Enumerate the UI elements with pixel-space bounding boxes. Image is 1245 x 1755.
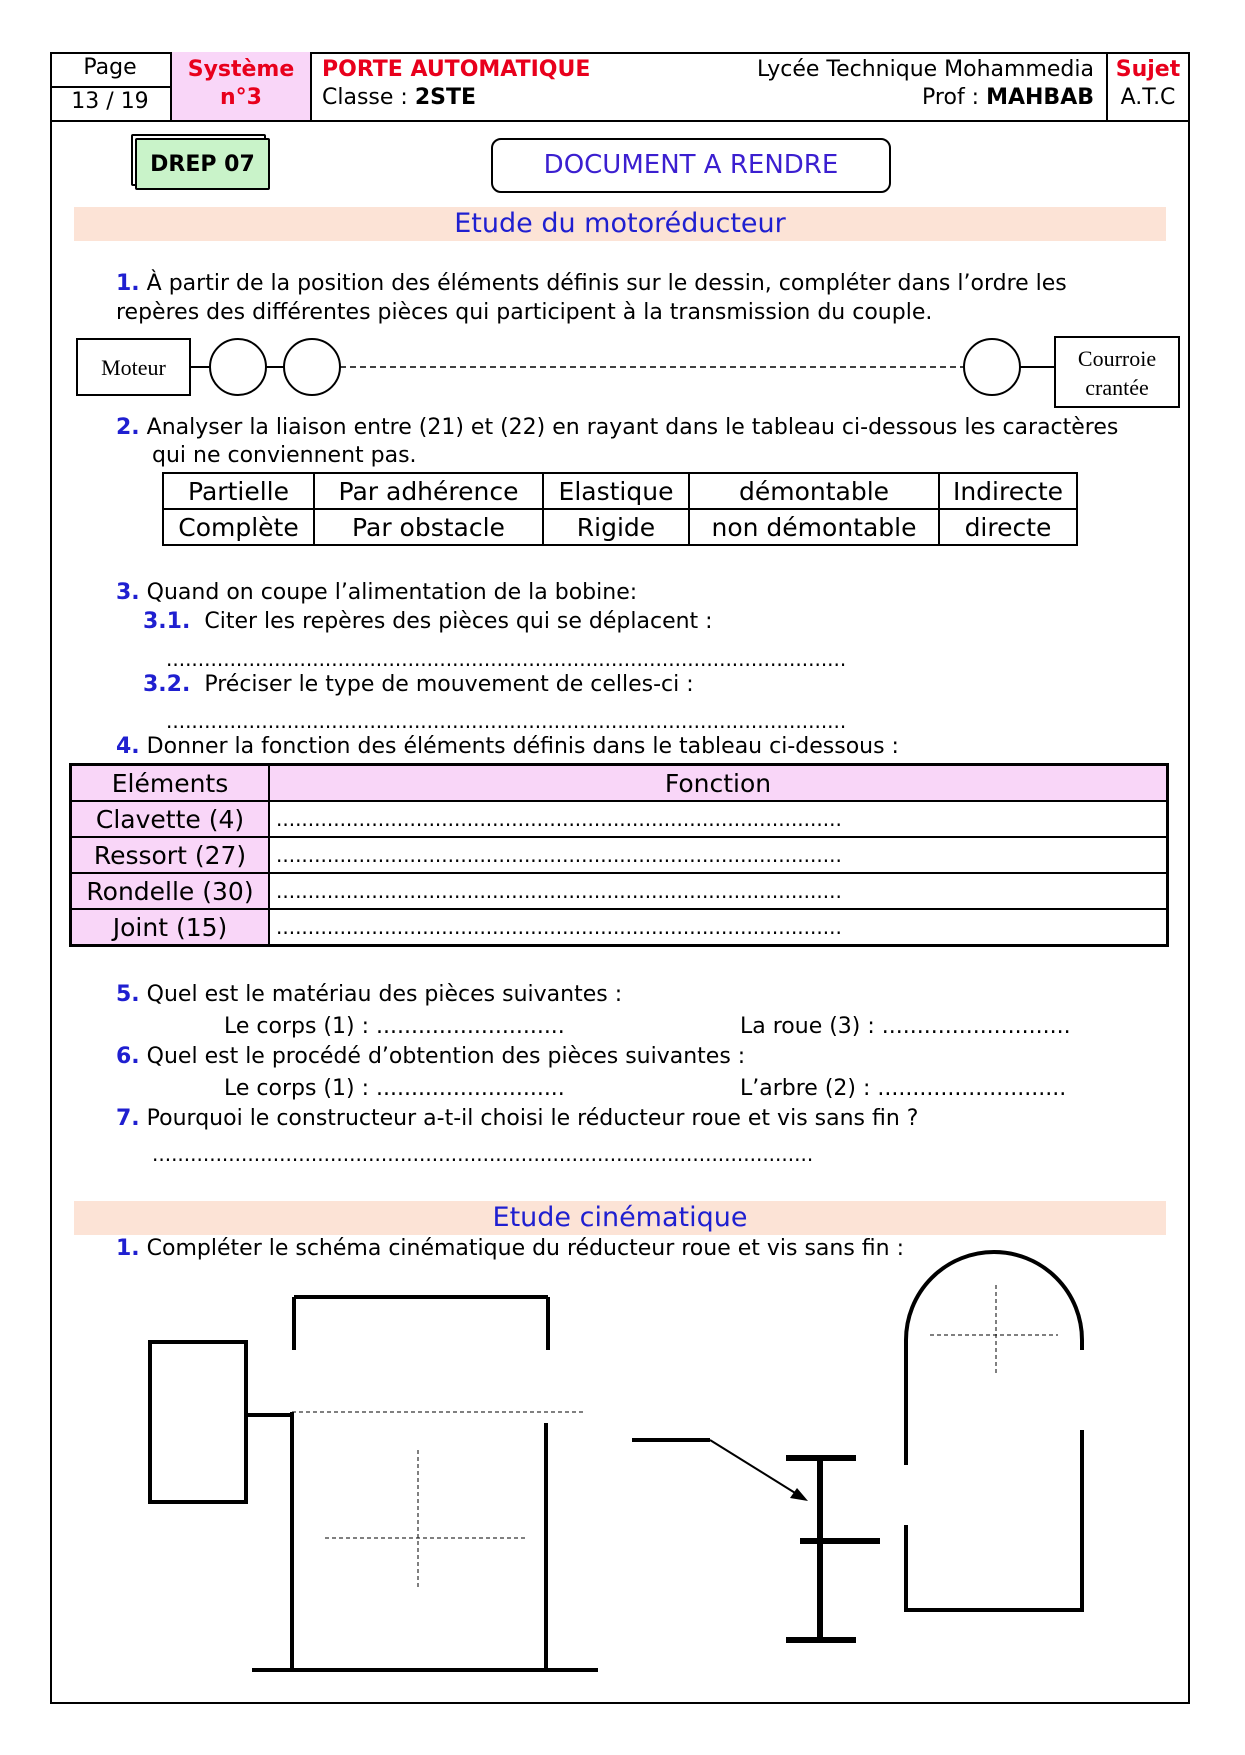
- q32-text: Préciser le type de mouvement de celles-ci :: [204, 672, 694, 697]
- q7-answer-line[interactable]: ........................................................................................................: [152, 1142, 814, 1166]
- document-title: DOCUMENT A RENDRE: [491, 138, 891, 193]
- chain-start-label: Moteur: [101, 355, 166, 380]
- system-number: n°3: [220, 85, 262, 110]
- s2-q1-text: Compléter le schéma cinématique du réducteur roue et vis sans fin :: [146, 1236, 905, 1261]
- q2-number: 2.: [116, 415, 140, 440]
- column-header-elements: Eléments: [71, 765, 270, 802]
- element-cell: Ressort (27): [71, 837, 270, 873]
- q2-line2: qui ne conviennent pas.: [152, 443, 417, 468]
- liaison-cell[interactable]: directe: [939, 509, 1077, 545]
- function-answer[interactable]: .........................................................................................: [269, 837, 1168, 873]
- q32-number: 3.2.: [143, 672, 191, 697]
- q31-number: 3.1.: [143, 609, 191, 634]
- table-row: [71, 837, 1168, 873]
- class-value: 2STE: [414, 85, 476, 110]
- table-row: [71, 801, 1168, 837]
- liaison-cell[interactable]: Complète: [163, 509, 314, 545]
- table-row: [71, 909, 1168, 946]
- liaison-cell[interactable]: Elastique: [543, 473, 689, 509]
- liaison-cell[interactable]: démontable: [689, 473, 939, 509]
- liaison-cell[interactable]: Rigide: [543, 509, 689, 545]
- system-label: Système: [187, 57, 295, 82]
- function-answer[interactable]: .........................................................................................: [269, 873, 1168, 909]
- subject-cell: [1108, 52, 1190, 120]
- prof-value: MAHBAB: [986, 85, 1094, 110]
- table-row: [71, 873, 1168, 909]
- q7-number: 7.: [116, 1106, 140, 1131]
- element-cell: Rondelle (30): [71, 873, 270, 909]
- function-table: [69, 763, 1169, 947]
- liaison-cell[interactable]: Par obstacle: [314, 509, 543, 545]
- q5-answer-corps[interactable]: Le corps (1) : ...........................: [224, 1014, 565, 1039]
- prof-label: Prof :: [922, 85, 987, 110]
- page-cell: [50, 52, 172, 120]
- q5-text: Quel est le matériau des pièces suivantes :: [146, 982, 623, 1007]
- table-row: [163, 509, 1077, 545]
- q31-text: Citer les repères des pièces qui se déplacent :: [204, 609, 713, 634]
- q2-line1: Analyser la liaison entre (21) et (22) en rayant dans le tableau ci-dessous les caractères: [146, 415, 1119, 440]
- q6-text: Quel est le procédé d’obtention des pièces suivantes :: [146, 1044, 746, 1069]
- header: [50, 52, 1190, 122]
- table-header-row: [71, 765, 1168, 802]
- liaison-cell[interactable]: non démontable: [689, 509, 939, 545]
- kinematic-schema[interactable]: [0, 1240, 1245, 1700]
- page-label: Page: [83, 55, 137, 80]
- page-number: 13 / 19: [71, 89, 149, 114]
- function-answer[interactable]: .........................................................................................: [269, 909, 1168, 946]
- liaison-cell[interactable]: Indirecte: [939, 473, 1077, 509]
- element-cell: Clavette (4): [71, 801, 270, 837]
- chain-circle-3[interactable]: [964, 339, 1020, 395]
- q3-number: 3.: [116, 580, 140, 605]
- subject-label: Sujet: [1115, 57, 1181, 82]
- q6-answer-corps[interactable]: Le corps (1) : ...........................: [224, 1076, 565, 1101]
- q1-number: 1.: [116, 271, 140, 296]
- q1-line1: À partir de la position des éléments définis sur le dessin, compléter dans l’ordre les: [146, 271, 1067, 296]
- chain-end-line2: crantée: [1085, 375, 1149, 400]
- q32-answer-line[interactable]: ...........................................................................................................: [166, 709, 847, 733]
- section-title-cinematique: Etude cinématique: [74, 1201, 1166, 1235]
- chain-circle-2[interactable]: [284, 339, 340, 395]
- section-title-motoreducteur: Etude du motoréducteur: [74, 207, 1166, 241]
- liaison-cell[interactable]: Par adhérence: [314, 473, 543, 509]
- class-label: Classe :: [322, 85, 415, 110]
- q4-text: Donner la fonction des éléments définis dans le tableau ci-dessous :: [146, 734, 899, 759]
- q5-answer-roue[interactable]: La roue (3) : ...........................: [740, 1014, 1071, 1039]
- q6-number: 6.: [116, 1044, 140, 1069]
- q1-line2: repères des différentes pièces qui participent à la transmission du couple.: [116, 300, 933, 325]
- drep-badge: DREP 07: [135, 138, 270, 190]
- table-row: [163, 473, 1077, 509]
- q7-text: Pourquoi le constructeur a-t-il choisi le réducteur roue et vis sans fin ?: [146, 1106, 919, 1131]
- function-answer[interactable]: .........................................................................................: [269, 801, 1168, 837]
- title-cell: [312, 52, 1108, 120]
- q5-number: 5.: [116, 982, 140, 1007]
- liaison-cell[interactable]: Partielle: [163, 473, 314, 509]
- q31-answer-line[interactable]: ...........................................................................................................: [166, 647, 847, 671]
- column-header-fonction: Fonction: [269, 765, 1168, 802]
- element-cell: Joint (15): [71, 909, 270, 946]
- q4-number: 4.: [116, 734, 140, 759]
- liaison-table: [162, 472, 1078, 546]
- q3-text: Quand on coupe l’alimentation de la bobine:: [146, 580, 638, 605]
- project-title: PORTE AUTOMATIQUE: [322, 57, 591, 82]
- subject-value: A.T.C: [1120, 85, 1176, 110]
- q6-answer-arbre[interactable]: L’arbre (2) : ...........................: [740, 1076, 1067, 1101]
- system-cell: [172, 52, 312, 120]
- chain-circle-1[interactable]: [210, 339, 266, 395]
- s2-q1-number: 1.: [116, 1236, 140, 1261]
- chain-end-line1: Courroie: [1077, 346, 1157, 371]
- school-name: Lycée Technique Mohammedia: [756, 57, 1094, 82]
